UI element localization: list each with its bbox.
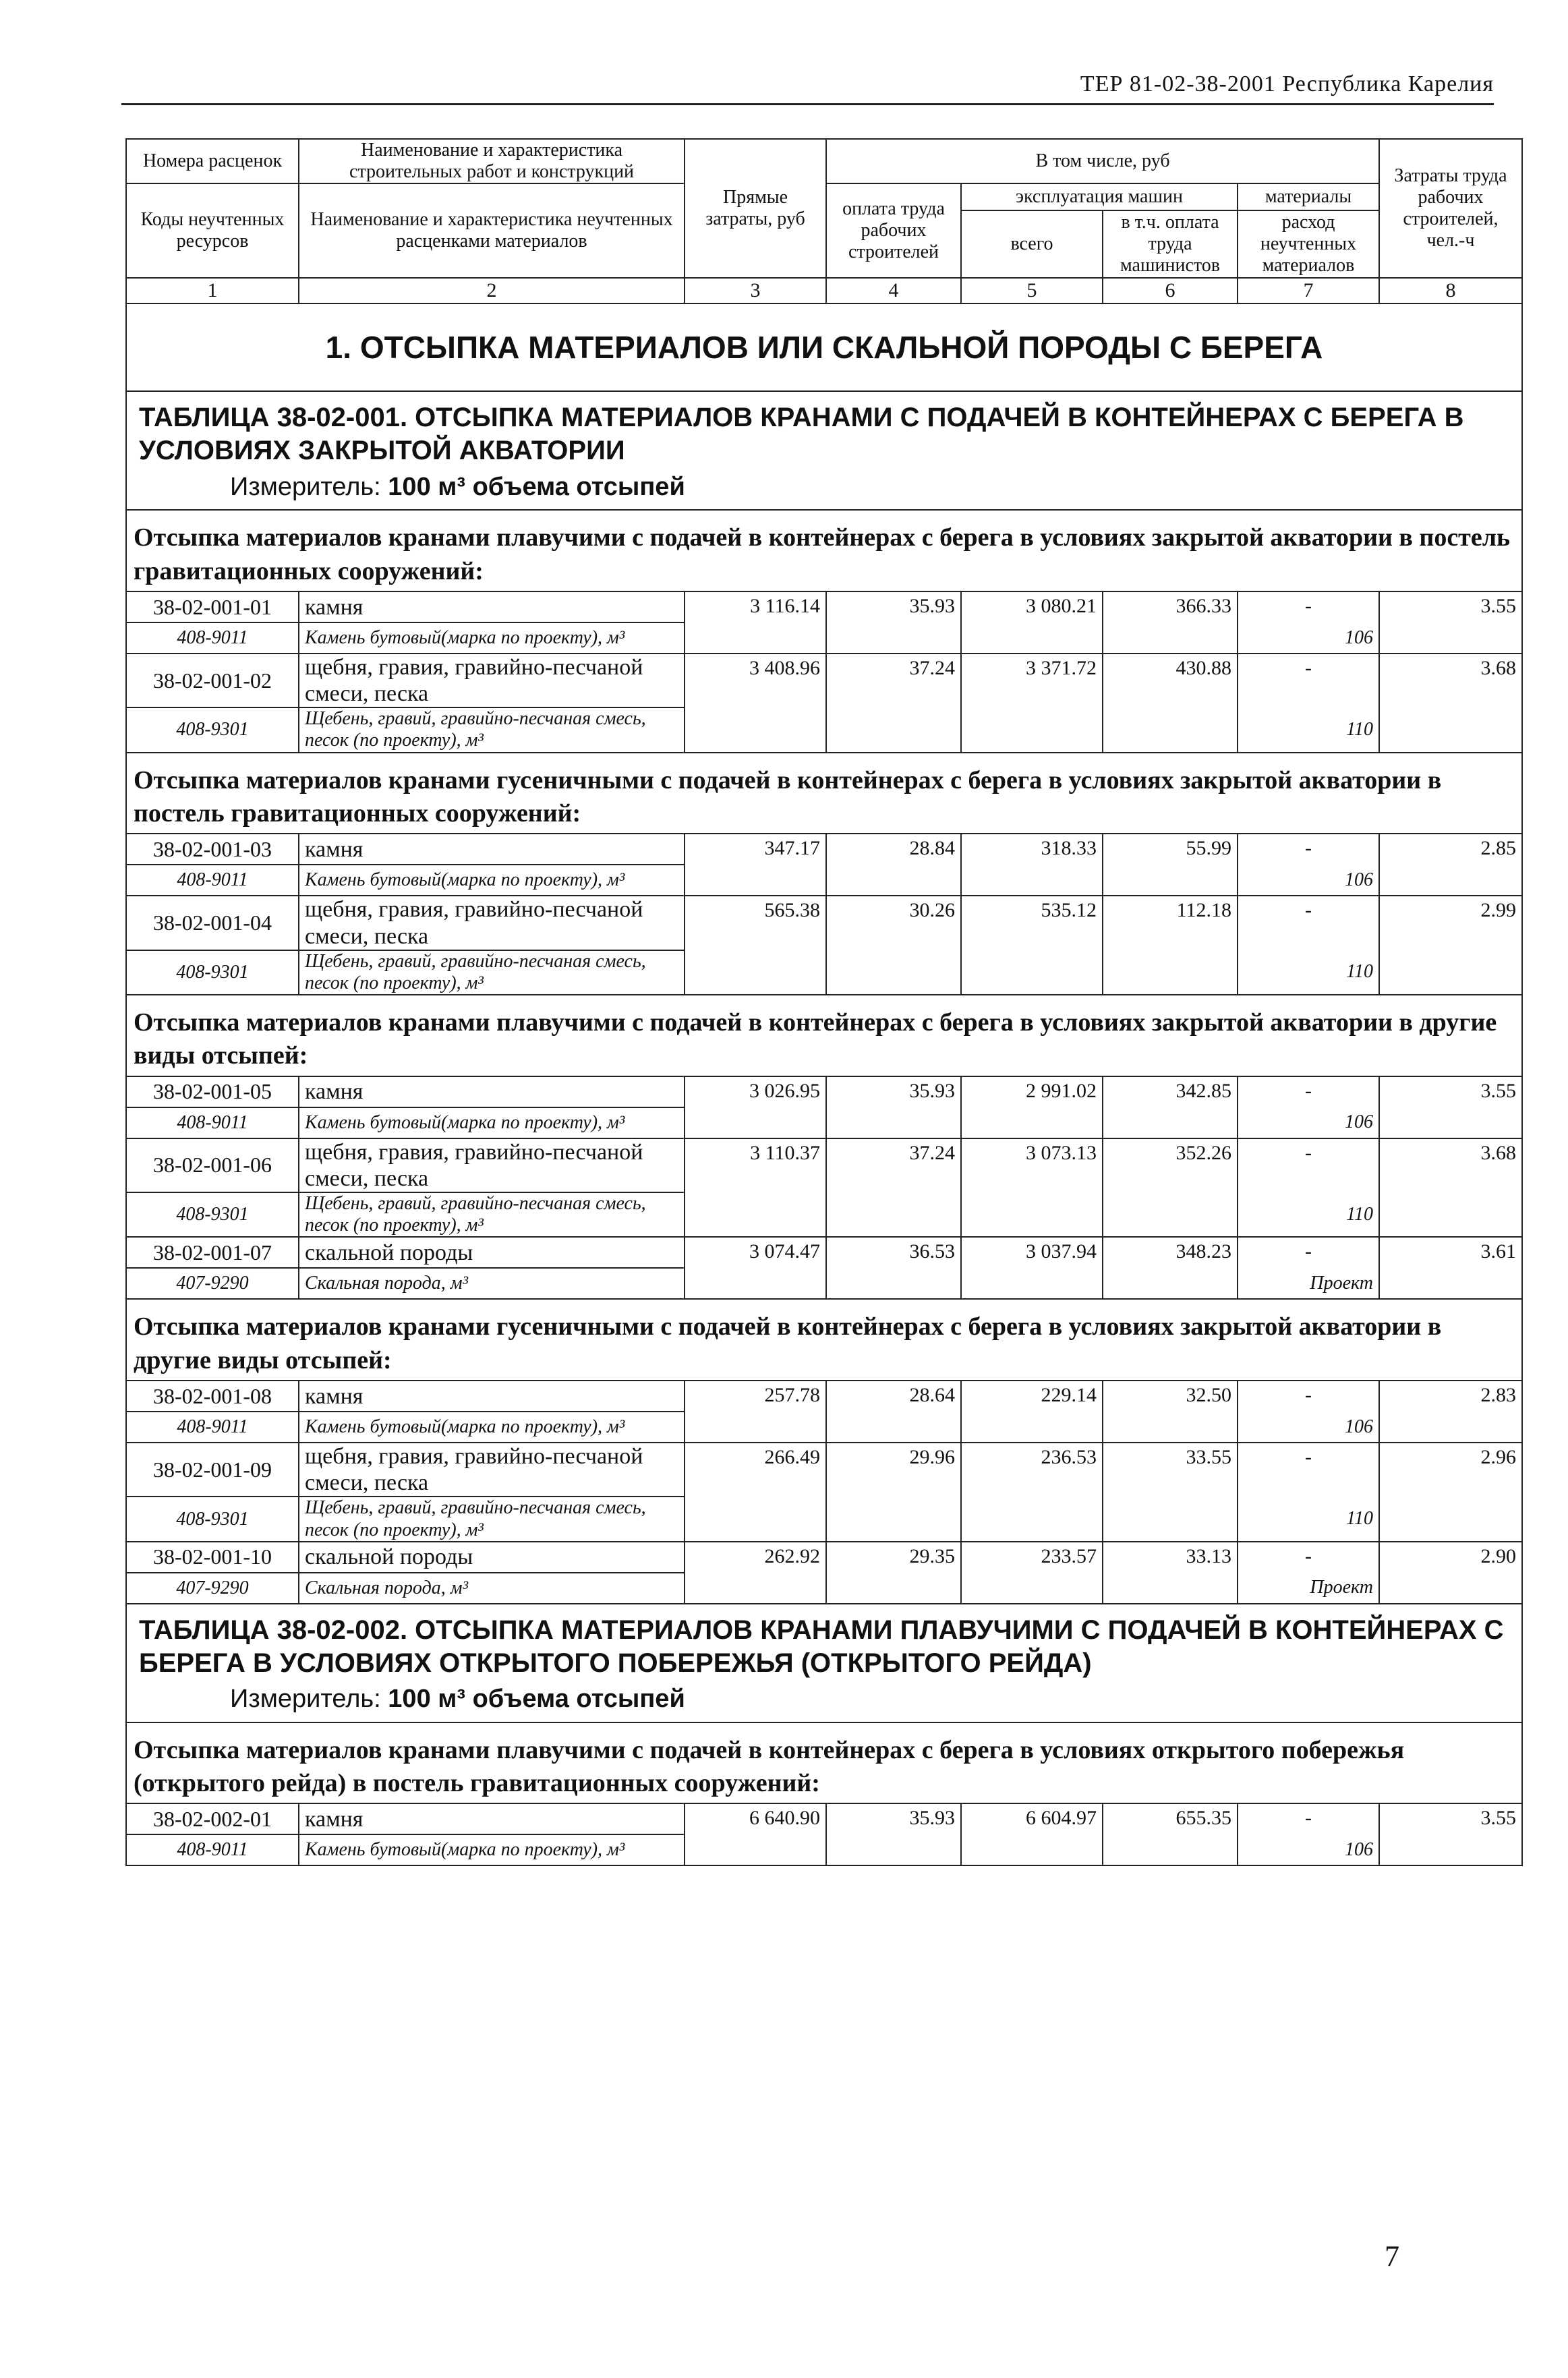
worker-pay: 28.64 (826, 1381, 961, 1443)
rates-table (125, 138, 1523, 1866)
rate-row (126, 1076, 1522, 1107)
rate-row (126, 1542, 1522, 1573)
meter-label: Измеритель: (230, 1685, 381, 1714)
rate-code: 38-02-001-07 (126, 1237, 299, 1268)
material-name: Щебень, гравий, гравийно-песчаная смесь, песок (по проекту), м³ (299, 707, 685, 752)
col-rate-numbers-header: Номера расценок (126, 139, 299, 183)
work-name: щебня, гравия, гравийно-песчаной смеси, песка (299, 654, 685, 707)
col-worker-pay-header: оплата труда рабочих строителей (826, 183, 961, 278)
operator-pay: 366.33 (1103, 591, 1238, 654)
meter-value: 100 м³ объема отсыпей (388, 472, 685, 501)
meter-value: 100 м³ объема отсыпей (388, 1685, 685, 1714)
resource-code: 408-9011 (126, 1107, 299, 1138)
group-title: Отсыпка материалов кранами плавучими с подачей в контейнерах с берега в условиях закрытой акватории в другие виды отсыпей: (126, 995, 1522, 1076)
resource-code: 408-9011 (126, 1412, 299, 1443)
material-name: Скальная порода, м³ (299, 1268, 685, 1299)
rate-code: 38-02-001-09 (126, 1443, 299, 1497)
col-machines-total-header: всего (961, 210, 1103, 278)
labor-hours: 3.55 (1379, 1803, 1522, 1865)
col-operator-pay-header: в т.ч. оплата труда машинистов (1103, 210, 1238, 278)
table-meter (139, 471, 1509, 502)
resource-code: 407-9290 (126, 1268, 299, 1299)
direct-cost: 3 110.37 (685, 1138, 826, 1238)
resource-code: 408-9301 (126, 1497, 299, 1541)
direct-cost: 3 026.95 (685, 1076, 826, 1138)
group-title: Отсыпка материалов кранами гусеничными с подачей в контейнерах с берега в условиях закрытой акватории в постель гравитационных сооружений: (126, 753, 1522, 834)
col-resource-codes-header: Коды неучтенных ресурсов (126, 183, 299, 278)
meter-label: Измеритель: (230, 472, 381, 501)
col-including-header: В том числе, руб (826, 139, 1379, 183)
col-index: 4 (826, 278, 961, 303)
table-meter (139, 1683, 1509, 1714)
direct-cost: 262.92 (685, 1542, 826, 1604)
material-note: Проект (1238, 1573, 1379, 1604)
operator-pay: 430.88 (1103, 654, 1238, 753)
work-name: камня (299, 1381, 685, 1412)
material-note: 106 (1238, 1834, 1379, 1865)
col-machines-header: эксплуатация машин (961, 183, 1238, 210)
worker-pay: 35.93 (826, 1076, 961, 1138)
material-name: Щебень, гравий, гравийно-песчаная смесь, песок (по проекту), м³ (299, 1497, 685, 1541)
rate-code: 38-02-001-08 (126, 1381, 299, 1412)
direct-cost: 6 640.90 (685, 1803, 826, 1865)
col-work-name-header: Наименование и характеристика строительных работ и конструкций (299, 139, 685, 183)
material-name: Скальная порода, м³ (299, 1573, 685, 1604)
work-name: камня (299, 1803, 685, 1834)
material-note: 110 (1238, 1192, 1379, 1237)
document-body (125, 138, 1521, 1866)
machines-total: 233.57 (961, 1542, 1103, 1604)
operator-pay: 348.23 (1103, 1237, 1238, 1299)
worker-pay: 28.84 (826, 834, 961, 896)
labor-hours: 3.68 (1379, 654, 1522, 753)
machines-total: 3 073.13 (961, 1138, 1103, 1238)
group-title: Отсыпка материалов кранами плавучими с подачей в контейнерах с берега в условиях закрытой акватории в постель гравитационных сооружений: (126, 510, 1522, 591)
worker-pay: 37.24 (826, 654, 961, 753)
operator-pay: 655.35 (1103, 1803, 1238, 1865)
direct-cost: 3 408.96 (685, 654, 826, 753)
worker-pay: 36.53 (826, 1237, 961, 1299)
machines-total: 229.14 (961, 1381, 1103, 1443)
work-name: камня (299, 1076, 685, 1107)
worker-pay: 29.96 (826, 1443, 961, 1542)
material-name: Камень бутовый(марка по проекту), м³ (299, 1107, 685, 1138)
direct-cost: 565.38 (685, 896, 826, 995)
rate-code: 38-02-001-02 (126, 654, 299, 707)
col-labor-hours-header: Затраты труда рабочих строителей, чел.-ч (1379, 139, 1522, 278)
table-caption-block (126, 1604, 1522, 1722)
worker-pay: 35.93 (826, 1803, 961, 1865)
operator-pay: 33.55 (1103, 1443, 1238, 1542)
labor-hours: 2.90 (1379, 1542, 1522, 1604)
material-note: 110 (1238, 950, 1379, 995)
resource-code: 408-9301 (126, 707, 299, 752)
rate-row (126, 591, 1522, 622)
labor-hours: 3.68 (1379, 1138, 1522, 1238)
labor-hours: 3.55 (1379, 1076, 1522, 1138)
rate-code: 38-02-001-05 (126, 1076, 299, 1107)
table-caption: ТАБЛИЦА 38-02-001. ОТСЫПКА МАТЕРИАЛОВ КРАНАМИ С ПОДАЧЕЙ В КОНТЕЙНЕРАХ С БЕРЕГА В УСЛОВИЯХ ЗАКРЫТОЙ АКВАТОРИИ (139, 403, 1464, 466)
operator-pay: 32.50 (1103, 1381, 1238, 1443)
work-name: щебня, гравия, гравийно-песчаной смеси, песка (299, 1443, 685, 1497)
document-title: ТЕР 81-02-38-2001 Республика Карелия (1080, 71, 1494, 96)
group-title: Отсыпка материалов кранами гусеничными с подачей в контейнерах с берега в условиях закрытой акватории в другие виды отсыпей: (126, 1299, 1522, 1381)
material-usage: - (1238, 654, 1379, 707)
header-rule (121, 103, 1494, 105)
labor-hours: 2.85 (1379, 834, 1522, 896)
machines-total: 3 037.94 (961, 1237, 1103, 1299)
resource-code: 408-9011 (126, 622, 299, 654)
worker-pay: 37.24 (826, 1138, 961, 1238)
column-index-row (126, 278, 1522, 303)
machines-total: 3 080.21 (961, 591, 1103, 654)
work-name: камня (299, 591, 685, 622)
rate-row (126, 834, 1522, 865)
resource-code: 408-9301 (126, 950, 299, 995)
rate-row (126, 896, 1522, 950)
col-index: 2 (299, 278, 685, 303)
material-note: 110 (1238, 1497, 1379, 1541)
material-note: 106 (1238, 1107, 1379, 1138)
operator-pay: 55.99 (1103, 834, 1238, 896)
work-name: щебня, гравия, гравийно-песчаной смеси, песка (299, 896, 685, 950)
material-usage: - (1238, 1443, 1379, 1497)
direct-cost: 3 116.14 (685, 591, 826, 654)
direct-cost: 347.17 (685, 834, 826, 896)
operator-pay: 342.85 (1103, 1076, 1238, 1138)
work-name: щебня, гравия, гравийно-песчаной смеси, песка (299, 1138, 685, 1192)
resource-code: 408-9301 (126, 1192, 299, 1237)
material-usage: - (1238, 1803, 1379, 1834)
material-name: Камень бутовый(марка по проекту), м³ (299, 865, 685, 896)
material-note: Проект (1238, 1268, 1379, 1299)
operator-pay: 33.13 (1103, 1542, 1238, 1604)
material-name: Камень бутовый(марка по проекту), м³ (299, 1412, 685, 1443)
material-usage: - (1238, 834, 1379, 865)
labor-hours: 2.96 (1379, 1443, 1522, 1542)
machines-total: 3 371.72 (961, 654, 1103, 753)
direct-cost: 3 074.47 (685, 1237, 826, 1299)
material-name: Щебень, гравий, гравийно-песчаная смесь, песок (по проекту), м³ (299, 1192, 685, 1237)
material-usage: - (1238, 591, 1379, 622)
material-name: Щебень, гравий, гравийно-песчаная смесь, песок (по проекту), м³ (299, 950, 685, 995)
labor-hours: 2.83 (1379, 1381, 1522, 1443)
material-usage: - (1238, 896, 1379, 950)
material-name: Камень бутовый(марка по проекту), м³ (299, 1834, 685, 1865)
worker-pay: 35.93 (826, 591, 961, 654)
resource-code: 408-9011 (126, 1834, 299, 1865)
machines-total: 535.12 (961, 896, 1103, 995)
rate-row (126, 1443, 1522, 1497)
operator-pay: 352.26 (1103, 1138, 1238, 1238)
rate-code: 38-02-001-04 (126, 896, 299, 950)
machines-total: 6 604.97 (961, 1803, 1103, 1865)
col-index: 6 (1103, 278, 1238, 303)
rate-code: 38-02-001-03 (126, 834, 299, 865)
col-index: 3 (685, 278, 826, 303)
rate-row (126, 654, 1522, 707)
machines-total: 236.53 (961, 1443, 1103, 1542)
rate-code: 38-02-001-01 (126, 591, 299, 622)
col-material-name-header: Наименование и характеристика неучтенных расценками материалов (299, 183, 685, 278)
work-name: скальной породы (299, 1542, 685, 1573)
group-title: Отсыпка материалов кранами плавучими с подачей в контейнерах с берега в условиях открытого побережья (открытого рейда) в постель гравитационных сооружений: (126, 1722, 1522, 1804)
material-usage: - (1238, 1138, 1379, 1192)
work-name: камня (299, 834, 685, 865)
operator-pay: 112.18 (1103, 896, 1238, 995)
labor-hours: 3.55 (1379, 591, 1522, 654)
work-name: скальной породы (299, 1237, 685, 1268)
table-caption: ТАБЛИЦА 38-02-002. ОТСЫПКА МАТЕРИАЛОВ КРАНАМИ ПЛАВУЧИМИ С ПОДАЧЕЙ В КОНТЕЙНЕРАХ С БЕРЕГА В УСЛОВИЯХ ОТКРЫТОГО ПОБЕРЕЖЬЯ (ОТКРЫТОГО РЕЙДА) (139, 1615, 1504, 1678)
page-header (0, 58, 1568, 105)
col-direct-costs-header: Прямые затраты, руб (685, 139, 826, 278)
worker-pay: 29.35 (826, 1542, 961, 1604)
col-index: 7 (1238, 278, 1379, 303)
material-usage: - (1238, 1237, 1379, 1268)
direct-cost: 266.49 (685, 1443, 826, 1542)
material-note: 106 (1238, 622, 1379, 654)
col-material-usage-header: расход неучтенных материалов (1238, 210, 1379, 278)
col-materials-header: материалы (1238, 183, 1379, 210)
col-index: 1 (126, 278, 299, 303)
material-note: 106 (1238, 1412, 1379, 1443)
material-name: Камень бутовый(марка по проекту), м³ (299, 622, 685, 654)
table-caption-block (126, 391, 1522, 510)
section-title: 1. ОТСЫПКА МАТЕРИАЛОВ ИЛИ СКАЛЬНОЙ ПОРОДЫ С БЕРЕГА (126, 303, 1522, 391)
page-number: 7 (1385, 2240, 1399, 2273)
col-index: 8 (1379, 278, 1522, 303)
rate-row (126, 1138, 1522, 1192)
material-usage: - (1238, 1381, 1379, 1412)
rate-row (126, 1237, 1522, 1268)
machines-total: 318.33 (961, 834, 1103, 896)
material-note: 110 (1238, 707, 1379, 752)
rate-code: 38-02-001-10 (126, 1542, 299, 1573)
direct-cost: 257.78 (685, 1381, 826, 1443)
rate-row (126, 1803, 1522, 1834)
labor-hours: 3.61 (1379, 1237, 1522, 1299)
rate-row (126, 1381, 1522, 1412)
material-note: 106 (1238, 865, 1379, 896)
rate-code: 38-02-002-01 (126, 1803, 299, 1834)
resource-code: 408-9011 (126, 865, 299, 896)
material-usage: - (1238, 1542, 1379, 1573)
rate-code: 38-02-001-06 (126, 1138, 299, 1192)
worker-pay: 30.26 (826, 896, 961, 995)
material-usage: - (1238, 1076, 1379, 1107)
machines-total: 2 991.02 (961, 1076, 1103, 1138)
labor-hours: 2.99 (1379, 896, 1522, 995)
resource-code: 407-9290 (126, 1573, 299, 1604)
col-index: 5 (961, 278, 1103, 303)
